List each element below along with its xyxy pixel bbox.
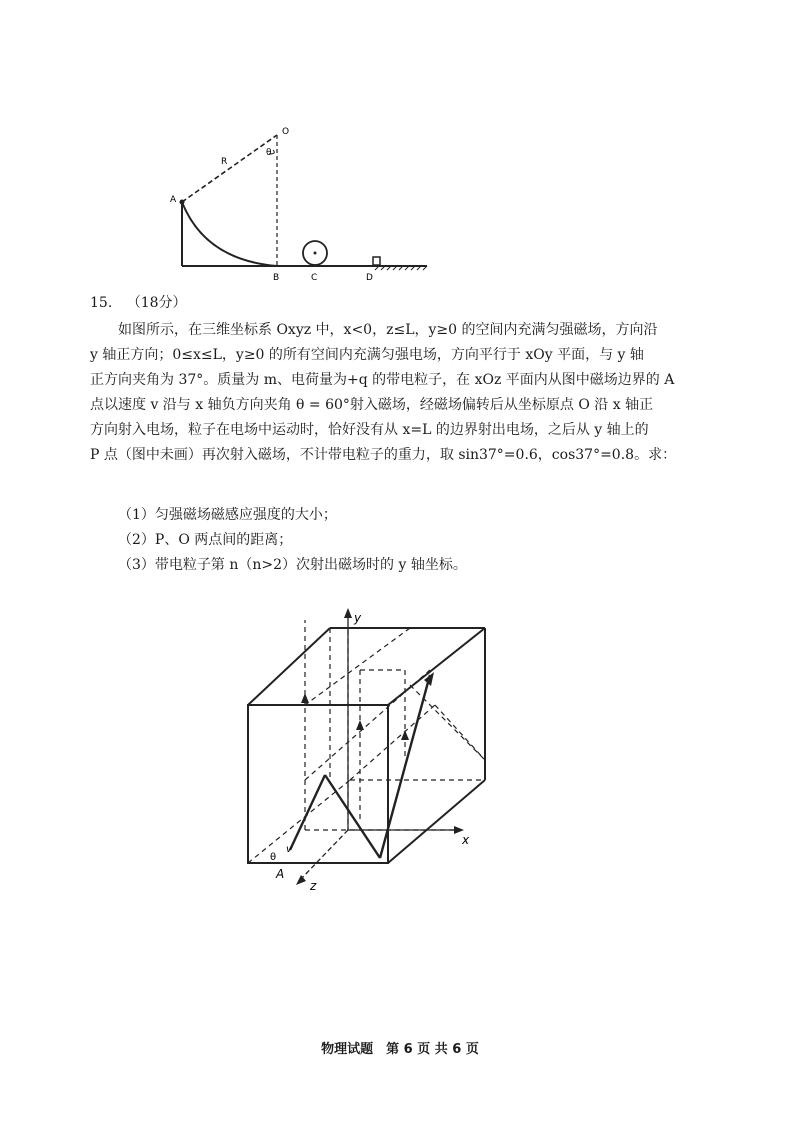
body-line-2: y 轴正方向；0≤x≤L，y≥0 的所有空间内充满匀强电场，方向平行于 xOy 平面，与 y 轴	[90, 347, 644, 363]
sub-question-3: （3）带电粒子第 n（n>2）次射出磁场时的 y 轴坐标。	[118, 557, 467, 573]
field-arrow-3	[401, 730, 409, 740]
label-a: A	[276, 867, 285, 881]
label-y: y	[354, 611, 362, 625]
label-c: C	[311, 273, 318, 283]
y-axis-arrow	[344, 608, 352, 618]
label-theta: θ	[270, 852, 277, 863]
field-arrow-1	[301, 693, 309, 703]
field-arrow-2	[356, 720, 364, 730]
sub-question-2: （2）P、O 两点间的距离；	[118, 532, 293, 548]
body-line-5: 方向射入电场，粒子在电场中运动时，恰好没有从 x=L 的边界射出电场，之后从 y 轴上的	[90, 422, 649, 438]
label-b: B	[273, 273, 280, 283]
label-theta: θ	[266, 148, 272, 158]
question-body	[90, 318, 710, 468]
sub-question-1: （1）匀强磁场磁感应强度的大小；	[118, 507, 337, 523]
label-v: v	[286, 844, 292, 855]
sub-questions	[118, 503, 467, 578]
question-header	[90, 292, 187, 312]
path-segment-2	[290, 775, 325, 850]
label-z: z	[310, 879, 317, 890]
page-footer: 物理试题 第 6 页 共 6 页	[321, 1042, 479, 1057]
z-axis-arrow	[296, 875, 306, 885]
path-segment	[325, 775, 380, 858]
label-r: R	[221, 157, 228, 167]
point-a-dot	[180, 200, 185, 205]
radius-line	[182, 135, 277, 202]
curved-ramp	[182, 202, 277, 266]
coordinate-box-figure	[230, 600, 490, 890]
body-line-1: 如图所示，在三维坐标系 Oxyz 中，x<0，z≤L，y≥0 的空间内充满匀强磁场，方向沿	[118, 322, 658, 338]
label-a: A	[170, 195, 177, 205]
body-line-4: 点以速度 v 沿与 x 轴负方向夹角 θ = 60°射入磁场，经磁场偏转后从坐标原点 O 沿 x 轴正	[90, 397, 654, 413]
body-line-3: 正方向夹角为 37°。质量为 m、电荷量为+q 的带电粒子，在 xOz 平面内从图中磁场边界的 A	[90, 372, 675, 388]
body-line-6: P 点（图中未画）再次射入磁场，不计带电粒子的重力，取 sin37°=0.6，cos37°=0.8。求：	[90, 447, 677, 463]
question-number: 15.	[90, 295, 113, 311]
z-axis	[300, 830, 348, 880]
block-d	[373, 257, 380, 265]
track-figure	[165, 120, 445, 285]
question-score: （18分）	[126, 295, 187, 311]
label-d: D	[366, 273, 373, 283]
label-o: O	[282, 127, 290, 137]
ring-c-center	[314, 252, 317, 255]
label-x: x	[462, 833, 470, 847]
